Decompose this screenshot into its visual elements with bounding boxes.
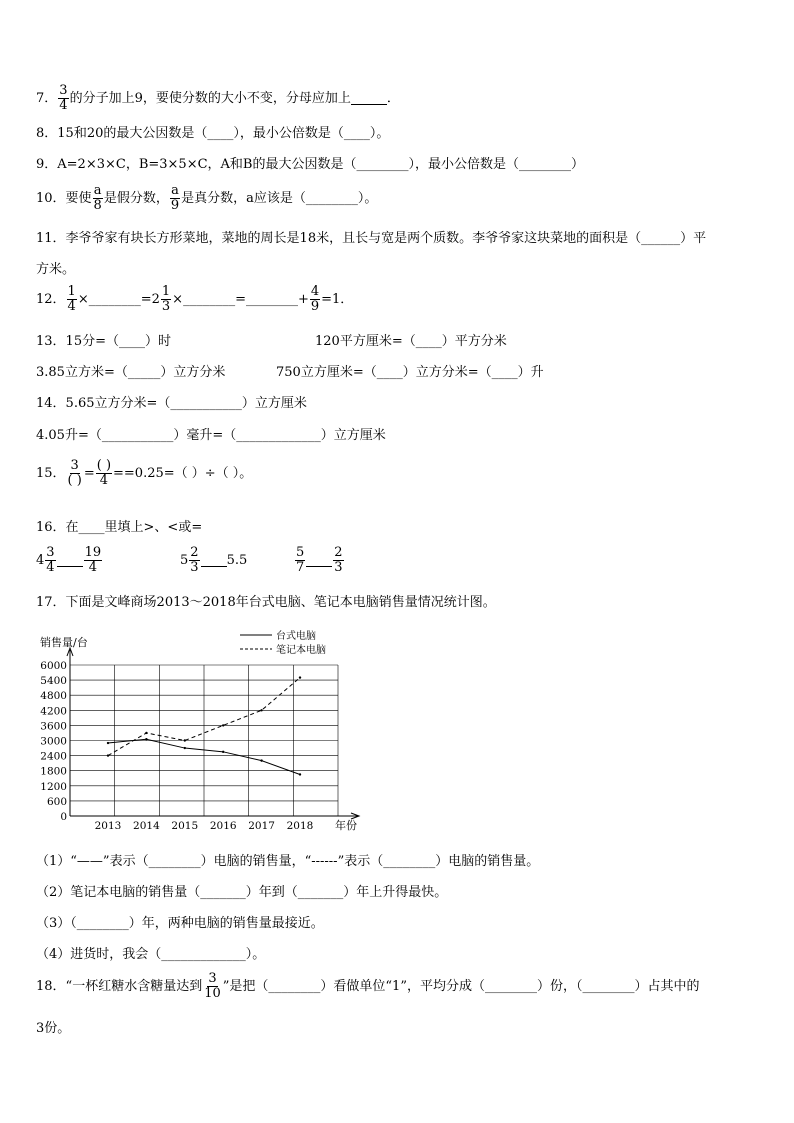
question-11-line1: 11．李爷爷家有块长方形菜地，菜地的周长是18米，且长与宽是两个质数。李爷爷家这块菜地的面积是（______）平 (36, 231, 707, 246)
y-tick-label: 3600 (40, 720, 67, 733)
y-tick-label: 4200 (40, 705, 67, 718)
fraction-denominator: 7 (296, 559, 305, 575)
data-point-desktop (184, 747, 186, 749)
data-point-laptop (260, 709, 262, 711)
fraction-numerator: ( ) (96, 458, 112, 473)
q16-blank-c[interactable] (306, 554, 332, 567)
q16-blank-b[interactable] (201, 554, 227, 567)
fraction-denominator: 3 (190, 559, 199, 575)
question-10 (36, 184, 377, 212)
fraction-numerator: 3 (208, 971, 217, 986)
question-17-sub2: （2）笔记本电脑的销售量（_______）年到（_______）年上升得最快。 (36, 885, 448, 900)
q12-text-2: ×________=________+ (172, 291, 309, 307)
question-13d: 750立方厘米=（____）立方分米=（____）升 (276, 365, 544, 380)
q10-pre: 10．要使 (36, 190, 92, 206)
x-tick-label: 2014 (133, 820, 160, 832)
x-tick-label: 2015 (171, 820, 199, 832)
data-point-desktop (222, 751, 224, 753)
fraction-numerator: 5 (296, 545, 305, 560)
sales-line-chart (36, 628, 376, 838)
question-13b: 120平方厘米=（____）平方分米 (315, 334, 507, 349)
q16-fraction (84, 546, 103, 574)
question-9: 9．A=2×3×C，B=3×5×C，A和B的最大公因数是（________），最小公倍数是（________） (36, 157, 584, 172)
q7-answer-blank[interactable] (351, 92, 387, 105)
question-13a: 13．15分=（____）时 (36, 334, 171, 349)
fraction-denominator: 3 (161, 298, 171, 314)
y-tick-label: 1800 (40, 765, 67, 778)
q12-text-3: =1． (321, 291, 354, 307)
x-tick-label: 2013 (94, 820, 122, 832)
q16-blank-a[interactable] (57, 554, 83, 567)
question-13c: 3.85立方米=（_____）立方分米 (36, 365, 226, 380)
q7-number: 7． (36, 90, 58, 106)
data-point-desktop (145, 738, 147, 740)
chart-axes (67, 648, 359, 819)
fraction-denominator: 10 (204, 985, 221, 1001)
fraction-numerator: 19 (84, 545, 102, 560)
chart-legend (240, 629, 326, 656)
q10-post: 是真分数，a应该是（________）。 (181, 190, 378, 206)
y-tick-label: 600 (46, 795, 67, 808)
fraction-denominator: 8 (93, 197, 102, 213)
data-point-desktop (299, 773, 301, 775)
question-16-title: 16．在____里填上>、<或= (36, 520, 203, 535)
q16-whole: 4 (36, 552, 45, 568)
question-18 (36, 972, 699, 1000)
fraction-denominator: 4 (59, 97, 68, 113)
q15-number: 15． (36, 465, 66, 481)
question-11-line2: 方米。 (36, 262, 76, 277)
y-tick-label: 2400 (40, 750, 67, 763)
y-tick-label: 1200 (40, 780, 67, 793)
q12-fraction-3 (310, 285, 320, 313)
fraction-numerator: 3 (70, 458, 79, 473)
question-14a: 14．5.65立方分米=（___________）立方厘米 (36, 396, 307, 411)
q7-fraction (58, 84, 68, 112)
q16-compare-c (294, 546, 345, 574)
q18-post: ”是把（________）看做单位“1”，平均分成（________）份，（________）占其中的 (222, 978, 700, 994)
q15-fraction-2 (96, 459, 112, 487)
question-14b: 4.05升=（___________）毫升=（_____________）立方厘米 (36, 428, 386, 443)
y-tick-label: 5400 (40, 675, 67, 688)
data-point-laptop (222, 724, 224, 726)
q15-fraction-1 (67, 459, 83, 487)
data-point-laptop (184, 739, 186, 741)
question-17-sub3: （3）（________）年，两种电脑的销售量最接近。 (36, 916, 324, 931)
fraction-numerator: a (93, 183, 102, 198)
data-point-desktop (260, 759, 262, 761)
x-tick-label: 2017 (248, 820, 275, 832)
q16-fraction (45, 546, 55, 574)
question-8: 8．15和20的最大公因数是（____），最小公倍数是（____）。 (36, 126, 390, 141)
x-tick-labels (95, 820, 314, 832)
q16-fraction (295, 546, 305, 574)
question-17-sub4: （4）进货时，我会（_____________）。 (36, 947, 266, 962)
q10-fraction-a-9 (170, 184, 180, 212)
data-point-laptop (299, 676, 301, 678)
question-15 (36, 459, 252, 487)
q7-text: 的分子加上9，要使分数的大小不变，分母应加上 (69, 90, 351, 106)
question-12 (36, 285, 353, 313)
q16-whole: 5 (180, 552, 189, 568)
q12-text-1: ×________=2 (77, 291, 160, 307)
fraction-denominator: 4 (88, 559, 97, 575)
q16-decimal: 5.5 (226, 552, 248, 568)
fraction-numerator: 4 (310, 284, 320, 299)
fraction-denominator: 4 (99, 472, 109, 488)
q15-equals: = (83, 465, 95, 481)
fraction-numerator: 3 (46, 545, 55, 560)
fraction-denominator: 4 (46, 559, 55, 575)
fraction-denominator: 4 (67, 298, 76, 314)
y-axis-label: 销售量/台 (40, 636, 88, 649)
q12-number: 12． (36, 291, 66, 307)
q18-pre: 18．“一杯红糖水含糖量达到 (36, 978, 203, 994)
chart-grid (70, 665, 338, 816)
y-tick-label: 0 (60, 811, 67, 823)
y-tick-label: 4800 (40, 690, 67, 703)
question-17-sub1: （1）“——”表示（________）电脑的销售量，“------”表示（________）电脑的销售量。 (36, 854, 540, 869)
fraction-denominator: 9 (170, 197, 180, 213)
data-point-laptop (107, 754, 109, 756)
question-18-line2: 3份。 (36, 1021, 71, 1036)
q15-rest: ==0.25=（ ）÷（ ）。 (113, 465, 253, 481)
fraction-numerator: a (171, 183, 179, 198)
x-tick-label: 2018 (286, 820, 314, 832)
fraction-numerator: 1 (67, 284, 76, 299)
fraction-numerator: 1 (161, 284, 171, 299)
fraction-numerator: 3 (59, 83, 68, 98)
fraction-numerator: 2 (334, 545, 343, 560)
fraction-numerator: 2 (190, 545, 199, 560)
x-tick-label: 2016 (209, 820, 237, 832)
y-tick-label: 6000 (40, 660, 67, 672)
q16-fraction (333, 546, 343, 574)
q12-fraction-1 (67, 285, 77, 313)
q16-fraction (189, 546, 199, 574)
legend-label-laptop: 笔记本电脑 (276, 645, 326, 656)
fraction-denominator: ( ) (67, 472, 82, 488)
q12-fraction-2 (161, 285, 171, 313)
data-point-desktop (107, 742, 109, 744)
x-axis-label: 年份 (335, 819, 357, 832)
q16-compare-a (36, 546, 103, 574)
q18-fraction (203, 972, 222, 1000)
question-7 (36, 84, 400, 112)
q7-end: ． (386, 90, 400, 106)
q16-compare-b (180, 546, 247, 574)
legend-label-desktop: 台式电脑 (276, 631, 316, 642)
fraction-denominator: 3 (334, 559, 343, 575)
data-point-laptop (145, 732, 147, 734)
y-tick-label: 3000 (40, 735, 67, 748)
q10-mid: 是假分数， (103, 190, 169, 206)
y-tick-labels (40, 660, 67, 823)
fraction-denominator: 9 (310, 298, 320, 314)
question-17-title: 17．下面是文峰商场2013～2018年台式电脑、笔记本电脑销售量情况统计图。 (36, 595, 496, 610)
q10-fraction-a-8 (93, 184, 103, 212)
